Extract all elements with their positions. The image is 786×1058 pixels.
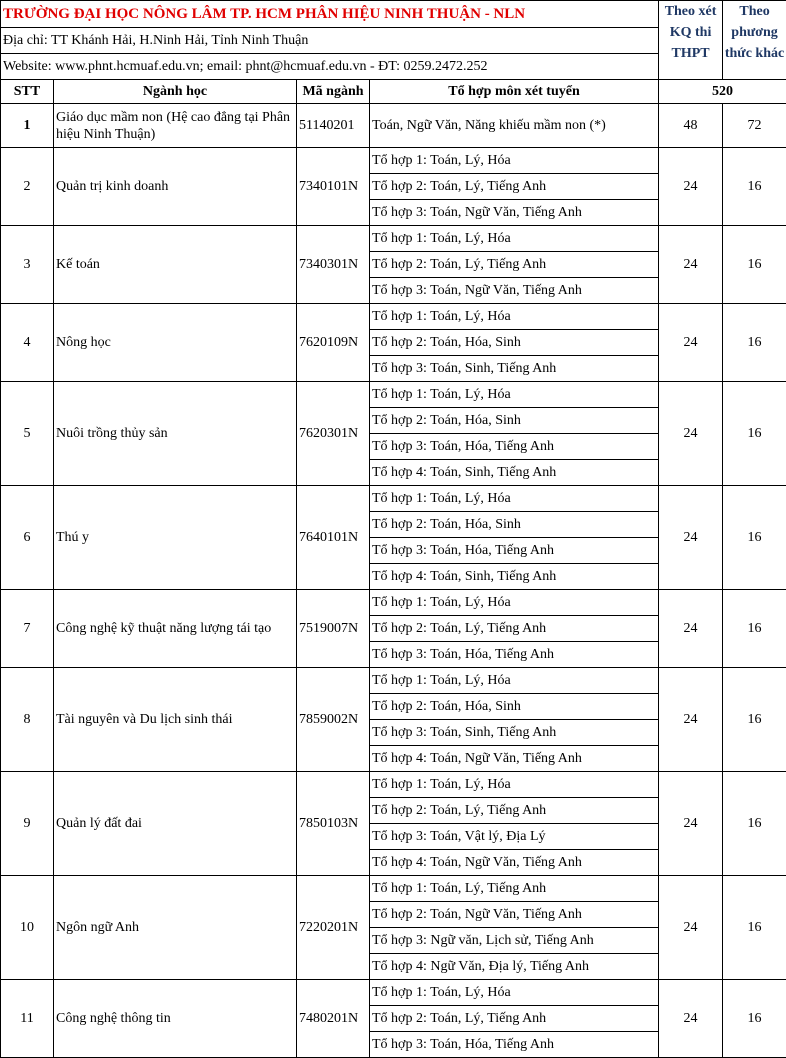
row-combo: Tổ hợp 1: Toán, Lý, Hóa <box>370 304 659 330</box>
row-combo: Tổ hợp 2: Toán, Hóa, Sinh <box>370 694 659 720</box>
row-code: 7519007N <box>297 590 370 668</box>
row-combo: Tổ hợp 2: Toán, Hóa, Sinh <box>370 512 659 538</box>
table-row <box>1 382 786 408</box>
row-major: Nông học <box>54 304 297 382</box>
row-combo: Tổ hợp 1: Toán, Lý, Hóa <box>370 668 659 694</box>
row-stt: 11 <box>1 980 54 1058</box>
table-row <box>1 304 786 330</box>
row-combo: Tổ hợp 3: Toán, Ngữ Văn, Tiếng Anh <box>370 278 659 304</box>
row-stt: 1 <box>1 104 54 148</box>
row-major: Công nghệ thông tin <box>54 980 297 1058</box>
column-stt: STT <box>1 80 54 104</box>
row-code: 7220201N <box>297 876 370 980</box>
row-quota-thpt: 24 <box>659 772 723 876</box>
row-stt: 9 <box>1 772 54 876</box>
row-quota-thpt: 24 <box>659 304 723 382</box>
school-address: Địa chỉ: TT Khánh Hải, H.Ninh Hải, Tỉnh Ninh Thuận <box>1 28 659 54</box>
row-quota-other: 16 <box>723 148 786 226</box>
row-quota-thpt: 48 <box>659 104 723 148</box>
row-major: Công nghệ kỹ thuật năng lượng tái tạo <box>54 590 297 668</box>
table-row <box>1 668 786 694</box>
column-major: Ngành học <box>54 80 297 104</box>
row-major: Quản lý đất đai <box>54 772 297 876</box>
row-code: 7850103N <box>297 772 370 876</box>
row-quota-other: 16 <box>723 772 786 876</box>
row-quota-thpt: 24 <box>659 980 723 1058</box>
row-code: 7620109N <box>297 304 370 382</box>
row-combo: Tổ hợp 3: Toán, Vật lý, Địa Lý <box>370 824 659 850</box>
table-row <box>1 590 786 616</box>
row-quota-other: 16 <box>723 382 786 486</box>
row-code: 7620301N <box>297 382 370 486</box>
row-major: Ngôn ngữ Anh <box>54 876 297 980</box>
row-combo: Tổ hợp 4: Ngữ Văn, Địa lý, Tiếng Anh <box>370 954 659 980</box>
row-combo: Tổ hợp 2: Toán, Lý, Tiếng Anh <box>370 798 659 824</box>
row-combo: Tổ hợp 2: Toán, Hóa, Sinh <box>370 408 659 434</box>
column-code: Mã ngành <box>297 80 370 104</box>
column-combo: Tổ hợp môn xét tuyển <box>370 80 659 104</box>
row-combo: Tổ hợp 3: Toán, Hóa, Tiếng Anh <box>370 642 659 668</box>
row-major: Nuôi trồng thủy sản <box>54 382 297 486</box>
row-major: Thú y <box>54 486 297 590</box>
row-combo: Tổ hợp 4: Toán, Sinh, Tiếng Anh <box>370 564 659 590</box>
row-combo: Tổ hợp 2: Toán, Lý, Tiếng Anh <box>370 1006 659 1032</box>
row-quota-other: 16 <box>723 226 786 304</box>
row-combo: Tổ hợp 3: Toán, Hóa, Tiếng Anh <box>370 1032 659 1058</box>
row-combo: Tổ hợp 3: Toán, Ngữ Văn, Tiếng Anh <box>370 200 659 226</box>
row-stt: 10 <box>1 876 54 980</box>
row-combo: Tổ hợp 4: Toán, Ngữ Văn, Tiếng Anh <box>370 746 659 772</box>
row-combo: Tổ hợp 1: Toán, Lý, Hóa <box>370 772 659 798</box>
row-major: Giáo dục mầm non (Hệ cao đẳng tại Phân hiệu Ninh Thuận) <box>54 104 297 148</box>
row-combo: Tổ hợp 4: Toán, Ngữ Văn, Tiếng Anh <box>370 850 659 876</box>
row-code: 51140201 <box>297 104 370 148</box>
row-code: 7640101N <box>297 486 370 590</box>
row-quota-other: 16 <box>723 304 786 382</box>
row-combo: Tổ hợp 3: Ngữ văn, Lịch sử, Tiếng Anh <box>370 928 659 954</box>
row-combo: Tổ hợp 3: Toán, Hóa, Tiếng Anh <box>370 434 659 460</box>
row-combo: Tổ hợp 1: Toán, Lý, Tiếng Anh <box>370 876 659 902</box>
table-row <box>1 876 786 902</box>
column-total-quota: 520 <box>659 80 786 104</box>
row-major: Kế toán <box>54 226 297 304</box>
row-stt: 3 <box>1 226 54 304</box>
row-code: 7340101N <box>297 148 370 226</box>
row-major: Tài nguyên và Du lịch sinh thái <box>54 668 297 772</box>
row-quota-thpt: 24 <box>659 876 723 980</box>
row-combo: Tổ hợp 2: Toán, Lý, Tiếng Anh <box>370 616 659 642</box>
table-row <box>1 980 786 1006</box>
row-combo: Tổ hợp 2: Toán, Lý, Tiếng Anh <box>370 174 659 200</box>
row-combo: Tổ hợp 3: Toán, Sinh, Tiếng Anh <box>370 720 659 746</box>
row-combo: Tổ hợp 2: Toán, Lý, Tiếng Anh <box>370 252 659 278</box>
row-quota-other: 16 <box>723 590 786 668</box>
row-code: 7859002N <box>297 668 370 772</box>
row-combo: Tổ hợp 2: Toán, Hóa, Sinh <box>370 330 659 356</box>
row-quota-thpt: 24 <box>659 668 723 772</box>
row-quota-thpt: 24 <box>659 226 723 304</box>
row-quota-thpt: 24 <box>659 382 723 486</box>
row-combo: Toán, Ngữ Văn, Năng khiếu mầm non (*) <box>370 104 659 148</box>
row-quota-other: 16 <box>723 668 786 772</box>
row-quota-other: 16 <box>723 486 786 590</box>
row-combo: Tổ hợp 1: Toán, Lý, Hóa <box>370 148 659 174</box>
row-major: Quản trị kinh doanh <box>54 148 297 226</box>
row-combo: Tổ hợp 1: Toán, Lý, Hóa <box>370 382 659 408</box>
row-stt: 5 <box>1 382 54 486</box>
row-code: 7480201N <box>297 980 370 1058</box>
row-combo: Tổ hợp 2: Toán, Ngữ Văn, Tiếng Anh <box>370 902 659 928</box>
table-row <box>1 486 786 512</box>
row-combo: Tổ hợp 1: Toán, Lý, Hóa <box>370 980 659 1006</box>
row-combo: Tổ hợp 4: Toán, Sinh, Tiếng Anh <box>370 460 659 486</box>
header-thpt: Theo xét KQ thi THPT <box>659 1 723 80</box>
row-combo: Tổ hợp 1: Toán, Lý, Hóa <box>370 226 659 252</box>
row-combo: Tổ hợp 1: Toán, Lý, Hóa <box>370 590 659 616</box>
row-combo: Tổ hợp 3: Toán, Sinh, Tiếng Anh <box>370 356 659 382</box>
row-stt: 6 <box>1 486 54 590</box>
row-stt: 4 <box>1 304 54 382</box>
row-combo: Tổ hợp 1: Toán, Lý, Hóa <box>370 486 659 512</box>
school-name: TRƯỜNG ĐẠI HỌC NÔNG LÂM TP. HCM PHÂN HIỆU NINH THUẬN - NLN <box>1 1 659 28</box>
row-stt: 7 <box>1 590 54 668</box>
row-quota-thpt: 24 <box>659 590 723 668</box>
row-quota-other: 16 <box>723 876 786 980</box>
row-quota-thpt: 24 <box>659 486 723 590</box>
table-row <box>1 104 786 148</box>
row-quota-thpt: 24 <box>659 148 723 226</box>
table-row <box>1 148 786 174</box>
school-contact: Website: www.phnt.hcmuaf.edu.vn; email: phnt@hcmuaf.edu.vn - ĐT: 0259.2472.252 <box>1 54 659 80</box>
row-combo: Tổ hợp 3: Toán, Hóa, Tiếng Anh <box>370 538 659 564</box>
row-quota-other: 16 <box>723 980 786 1058</box>
table-row <box>1 226 786 252</box>
row-stt: 8 <box>1 668 54 772</box>
header-other-methods: Theo phương thức khác <box>723 1 786 80</box>
row-quota-other: 72 <box>723 104 786 148</box>
table-body <box>1 104 786 1058</box>
row-code: 7340301N <box>297 226 370 304</box>
table-row <box>1 772 786 798</box>
row-stt: 2 <box>1 148 54 226</box>
